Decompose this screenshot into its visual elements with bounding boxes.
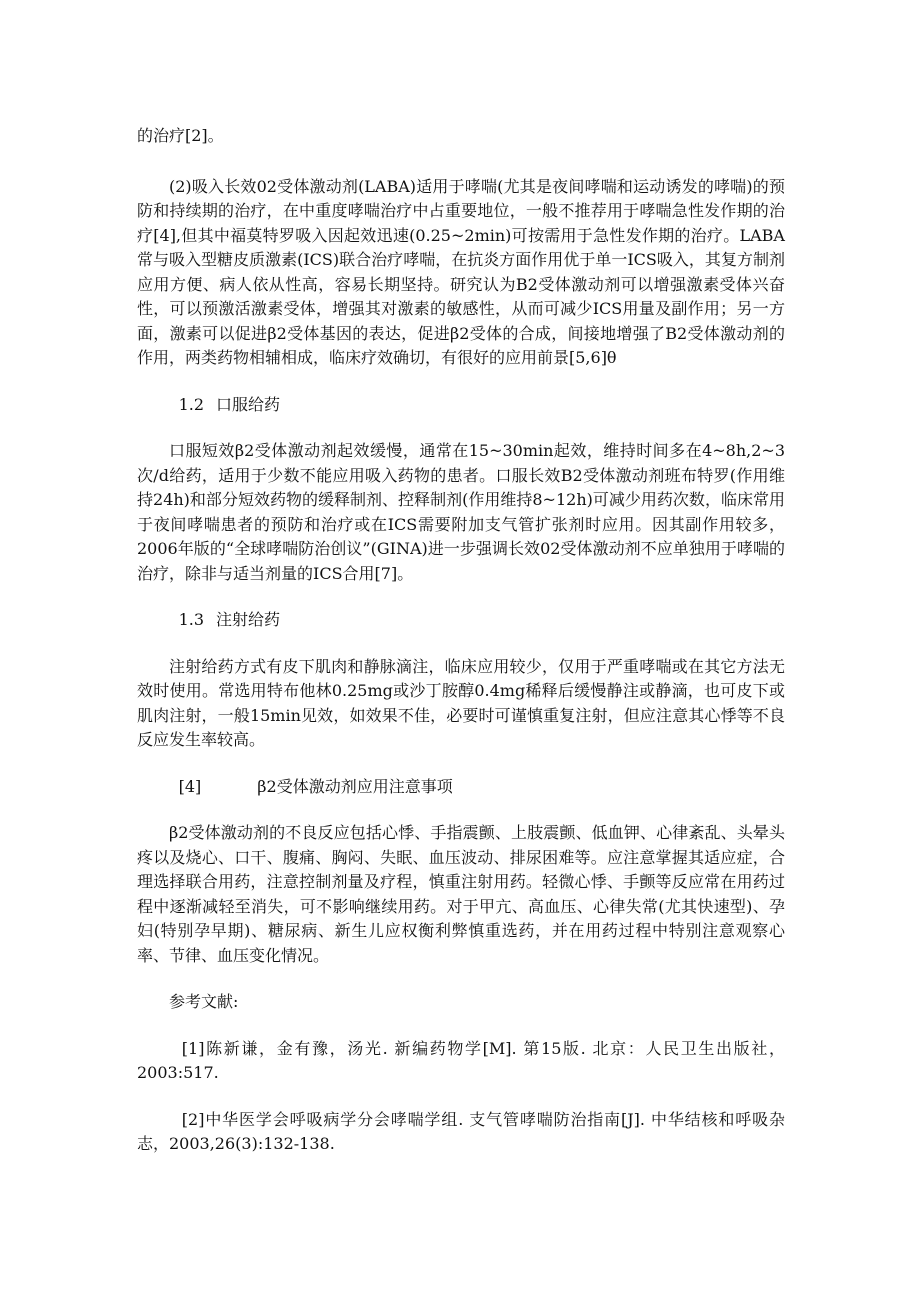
section-number: 1.2 bbox=[178, 394, 205, 414]
section-title: 注射给药 bbox=[216, 610, 281, 629]
paragraph-injection: 注射给药方式有皮下肌肉和静脉滴注，临床应用较少，仅用于严重哮喘或在其它方法无效时使用。常选用特布他林0.25mg或沙丁胺醇0.4mg稀释后缓慢静注或静滴，也可皮下或肌肉注射，一般15min见效，如效果不佳，必要时可谨慎重复注射，但应注意其心悸等不良反应发生率较高。 bbox=[137, 656, 785, 749]
document-body bbox=[137, 124, 785, 1157]
section-title: β2受体激动剂应用注意事项 bbox=[257, 776, 453, 796]
section-number: [4] bbox=[178, 776, 202, 796]
paragraph-oral: 口服短效β2受体激动剂起效缓慢，通常在15~30min起效，维持时间多在4~8h,2~3次/d给药，适用于少数不能应用吸入药物的患者。口服长效B2受体激动剂班布特罗(作用维持24h)和部分短效药物的缓释制剂、控释制剂(作用维持8~12h)可减少用药次数，临床常用于夜间哮喘患者的预防和治疗或在ICS需要附加支气管扩张剂时应用。因其副作用较多，2006年版的“全球哮喘防治创议”(GINA)进一步强调长效02受体激动剂不应单独用于哮喘的治疗，除非与适当剂量的ICS合用[7]。 bbox=[137, 441, 785, 583]
reference-item: [1]陈新谦，金有豫，汤光. 新编药物学[M]. 第15版. 北京：人民卫生出版社，2003:517. bbox=[137, 1038, 785, 1082]
references-title: 参考文献: bbox=[169, 992, 239, 1011]
section-heading-4 bbox=[137, 775, 785, 800]
section-title: 口服给药 bbox=[216, 394, 281, 414]
paragraph-laba: (2)吸入长效02受体激动剂(LABA)适用于哮喘(尤其是夜间哮喘和运动诱发的哮喘)的预防和持续期的治疗，在中重度哮喘治疗中占重要地位，一般不推荐用于哮喘急性发作期的治疗[4],但其中福莫特罗吸入因起效迅速(0.25~2min)可按需用于急性发作期的治疗。LABA常与吸入型糖皮质激素(ICS)联合治疗哮喘，在抗炎方面作用优于单一ICS吸入，其复方制剂应用方便、病人依从性高，容易长期坚持。研究认为B2受体激动剂可以增强激素受体兴奋性，可以预激活激素受体，增强其对激素的敏感性，从而可减少ICS用量及副作用；另一方面，激素可以促进β2受体基因的表达，促进β2受体的合成，间接地增强了B2受体激动剂的作用，两类药物相辅相成，临床疗效确切，有很好的应用前景[5,6]θ bbox=[137, 176, 785, 367]
reference-item: [2]中华医学会呼吸病学分会哮喘学组. 支气管哮喘防治指南[J]. 中华结核和呼吸杂志，2003,26(3):132-138. bbox=[137, 1109, 785, 1153]
section-heading-1-2 bbox=[137, 393, 785, 418]
section-number: 1.3 bbox=[178, 610, 205, 629]
section-heading-1-3 bbox=[137, 608, 785, 633]
paragraph-adverse-effects: β2受体激动剂的不良反应包括心悸、手指震颤、上肢震颤、低血钾、心律紊乱、头晕头疼以及烧心、口干、腹痛、胸闷、失眠、血压波动、排尿困难等。应注意掌握其适应症，合理选择联合用药，注意控制剂量及疗程，慎重注射用药。轻微心悸、手颤等反应常在用药过程中逐渐减轻至消失，可不影响继续用药。对于甲亢、高血压、心律失常(尤其快速型)、孕妇(特别孕早期)、糖尿病、新生儿应权衡利弊慎重选药，并在用药过程中特别注意观察心率、节律、血压变化情况。 bbox=[137, 823, 785, 965]
paragraph-continuation: 的治疗[2]。 bbox=[137, 126, 224, 145]
